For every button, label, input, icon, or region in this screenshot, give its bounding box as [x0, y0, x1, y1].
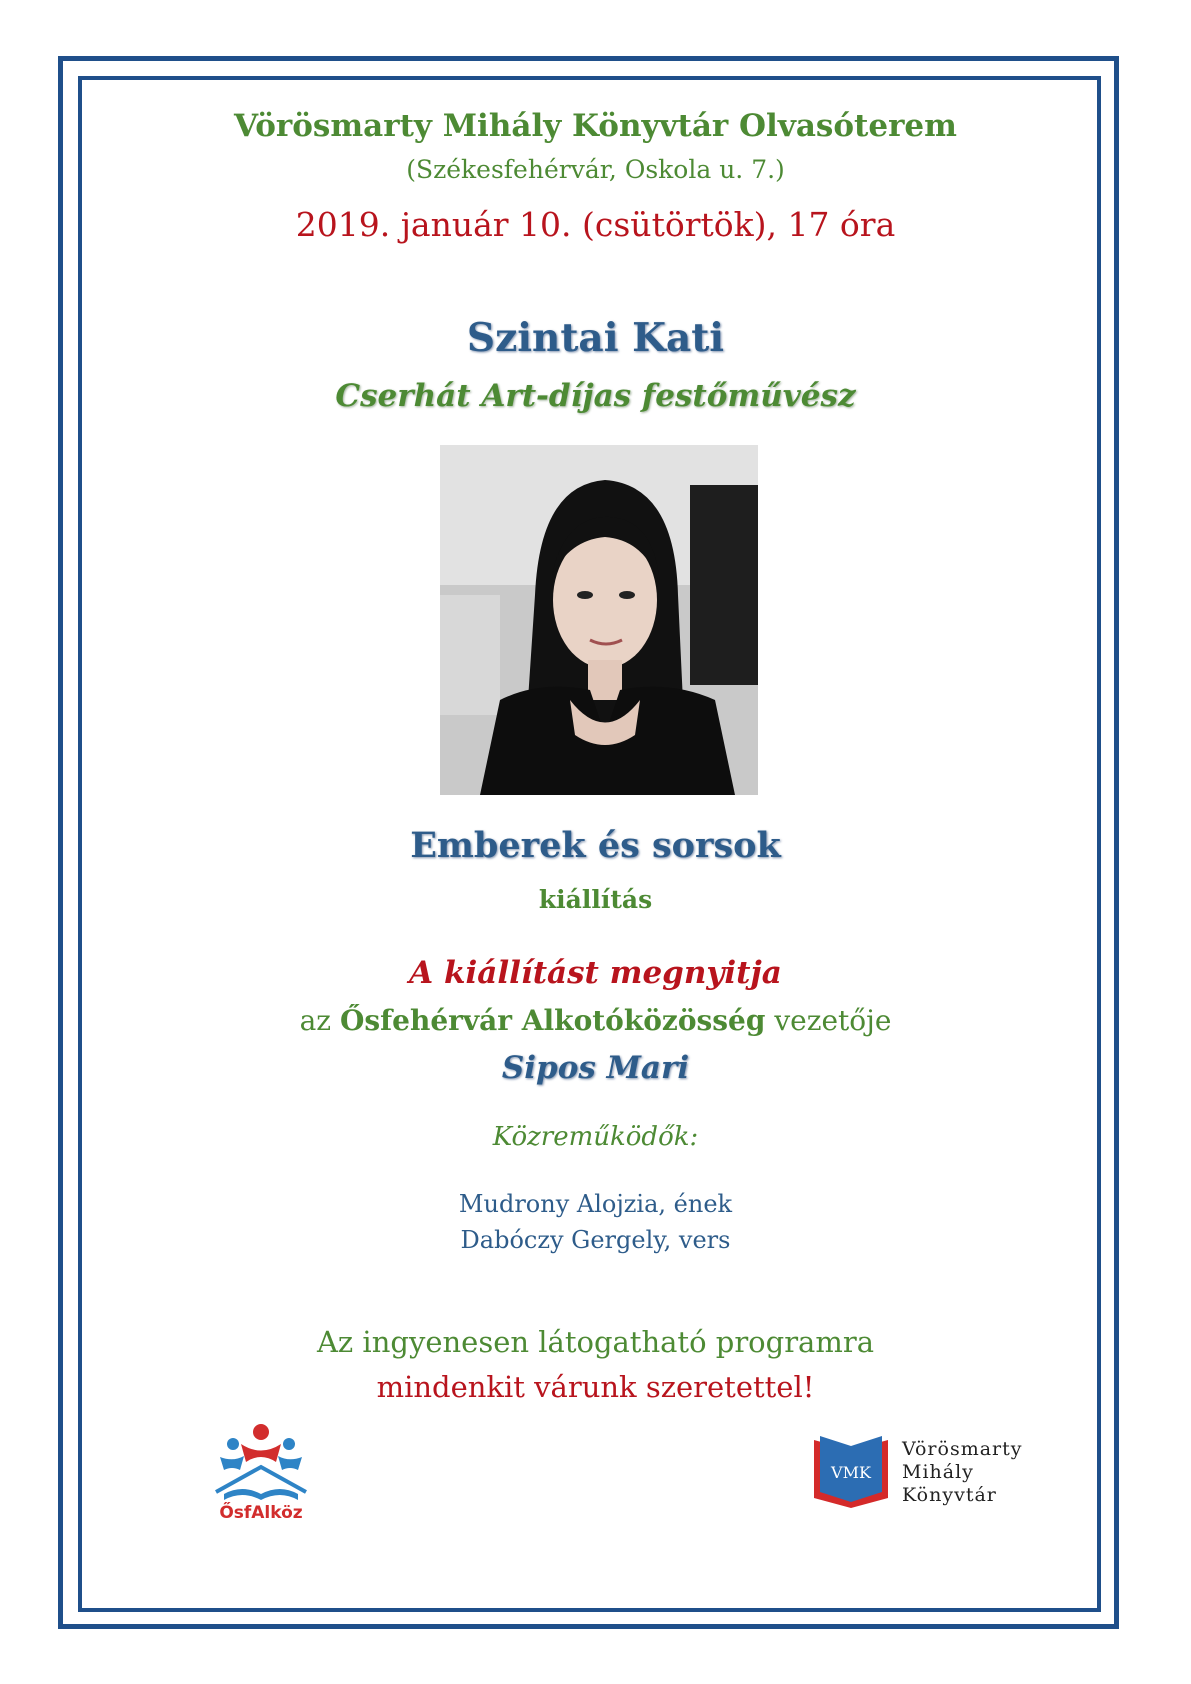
opening-heading: A kiállítást megnyitja: [409, 955, 782, 991]
venue-address: (Székesfehérvár, Oskola u. 7.): [406, 155, 785, 184]
artist-portrait-photo: [440, 445, 758, 795]
opening-organization: Ősfehérvár Alkotóközösség: [339, 1004, 766, 1037]
venue-name: Vörösmarty Mihály Könyvtár Olvasóterem: [234, 108, 957, 144]
portrait-illustration: [440, 445, 758, 795]
opening-speaker: Sipos Mari: [501, 1050, 690, 1086]
osfalkoz-logo-icon: [206, 1422, 316, 1522]
vmk-logo-line: Vörösmarty: [902, 1438, 1023, 1460]
contributors-heading: Közreműködők:: [492, 1122, 699, 1152]
osfalkoz-logo: [206, 1422, 316, 1522]
vmk-logo: [810, 1430, 1050, 1510]
closing-line-1: Az ingyenesen látogatható programra: [316, 1325, 875, 1359]
contributor-item: Dabóczy Gergely, vers: [460, 1226, 731, 1254]
closing-line-2: mindenkit várunk szeretettel!: [376, 1370, 815, 1404]
vmk-logo-icon: [810, 1430, 892, 1510]
opening-line: [0, 1004, 1191, 1037]
opening-prefix: az: [299, 1004, 332, 1037]
osfalkoz-logo-text: ŐsfAlköz: [219, 1503, 303, 1522]
exhibition-title: Emberek és sorsok: [410, 825, 781, 866]
contributor-item: Mudrony Alojzia, ének: [458, 1190, 733, 1218]
artist-name: Szintai Kati: [466, 315, 725, 361]
vmk-logo-mark: VMK: [831, 1463, 871, 1482]
artist-title: Cserhát Art-díjas festőművész: [335, 378, 856, 414]
vmk-logo-text: [902, 1438, 1022, 1507]
vmk-logo-line: Mihály: [902, 1461, 974, 1483]
event-date: 2019. január 10. (csütörtök), 17 óra: [295, 205, 896, 244]
exhibition-subtitle: kiállítás: [538, 885, 653, 914]
opening-suffix: vezetője: [774, 1004, 892, 1037]
vmk-logo-line: Könyvtár: [902, 1484, 997, 1506]
